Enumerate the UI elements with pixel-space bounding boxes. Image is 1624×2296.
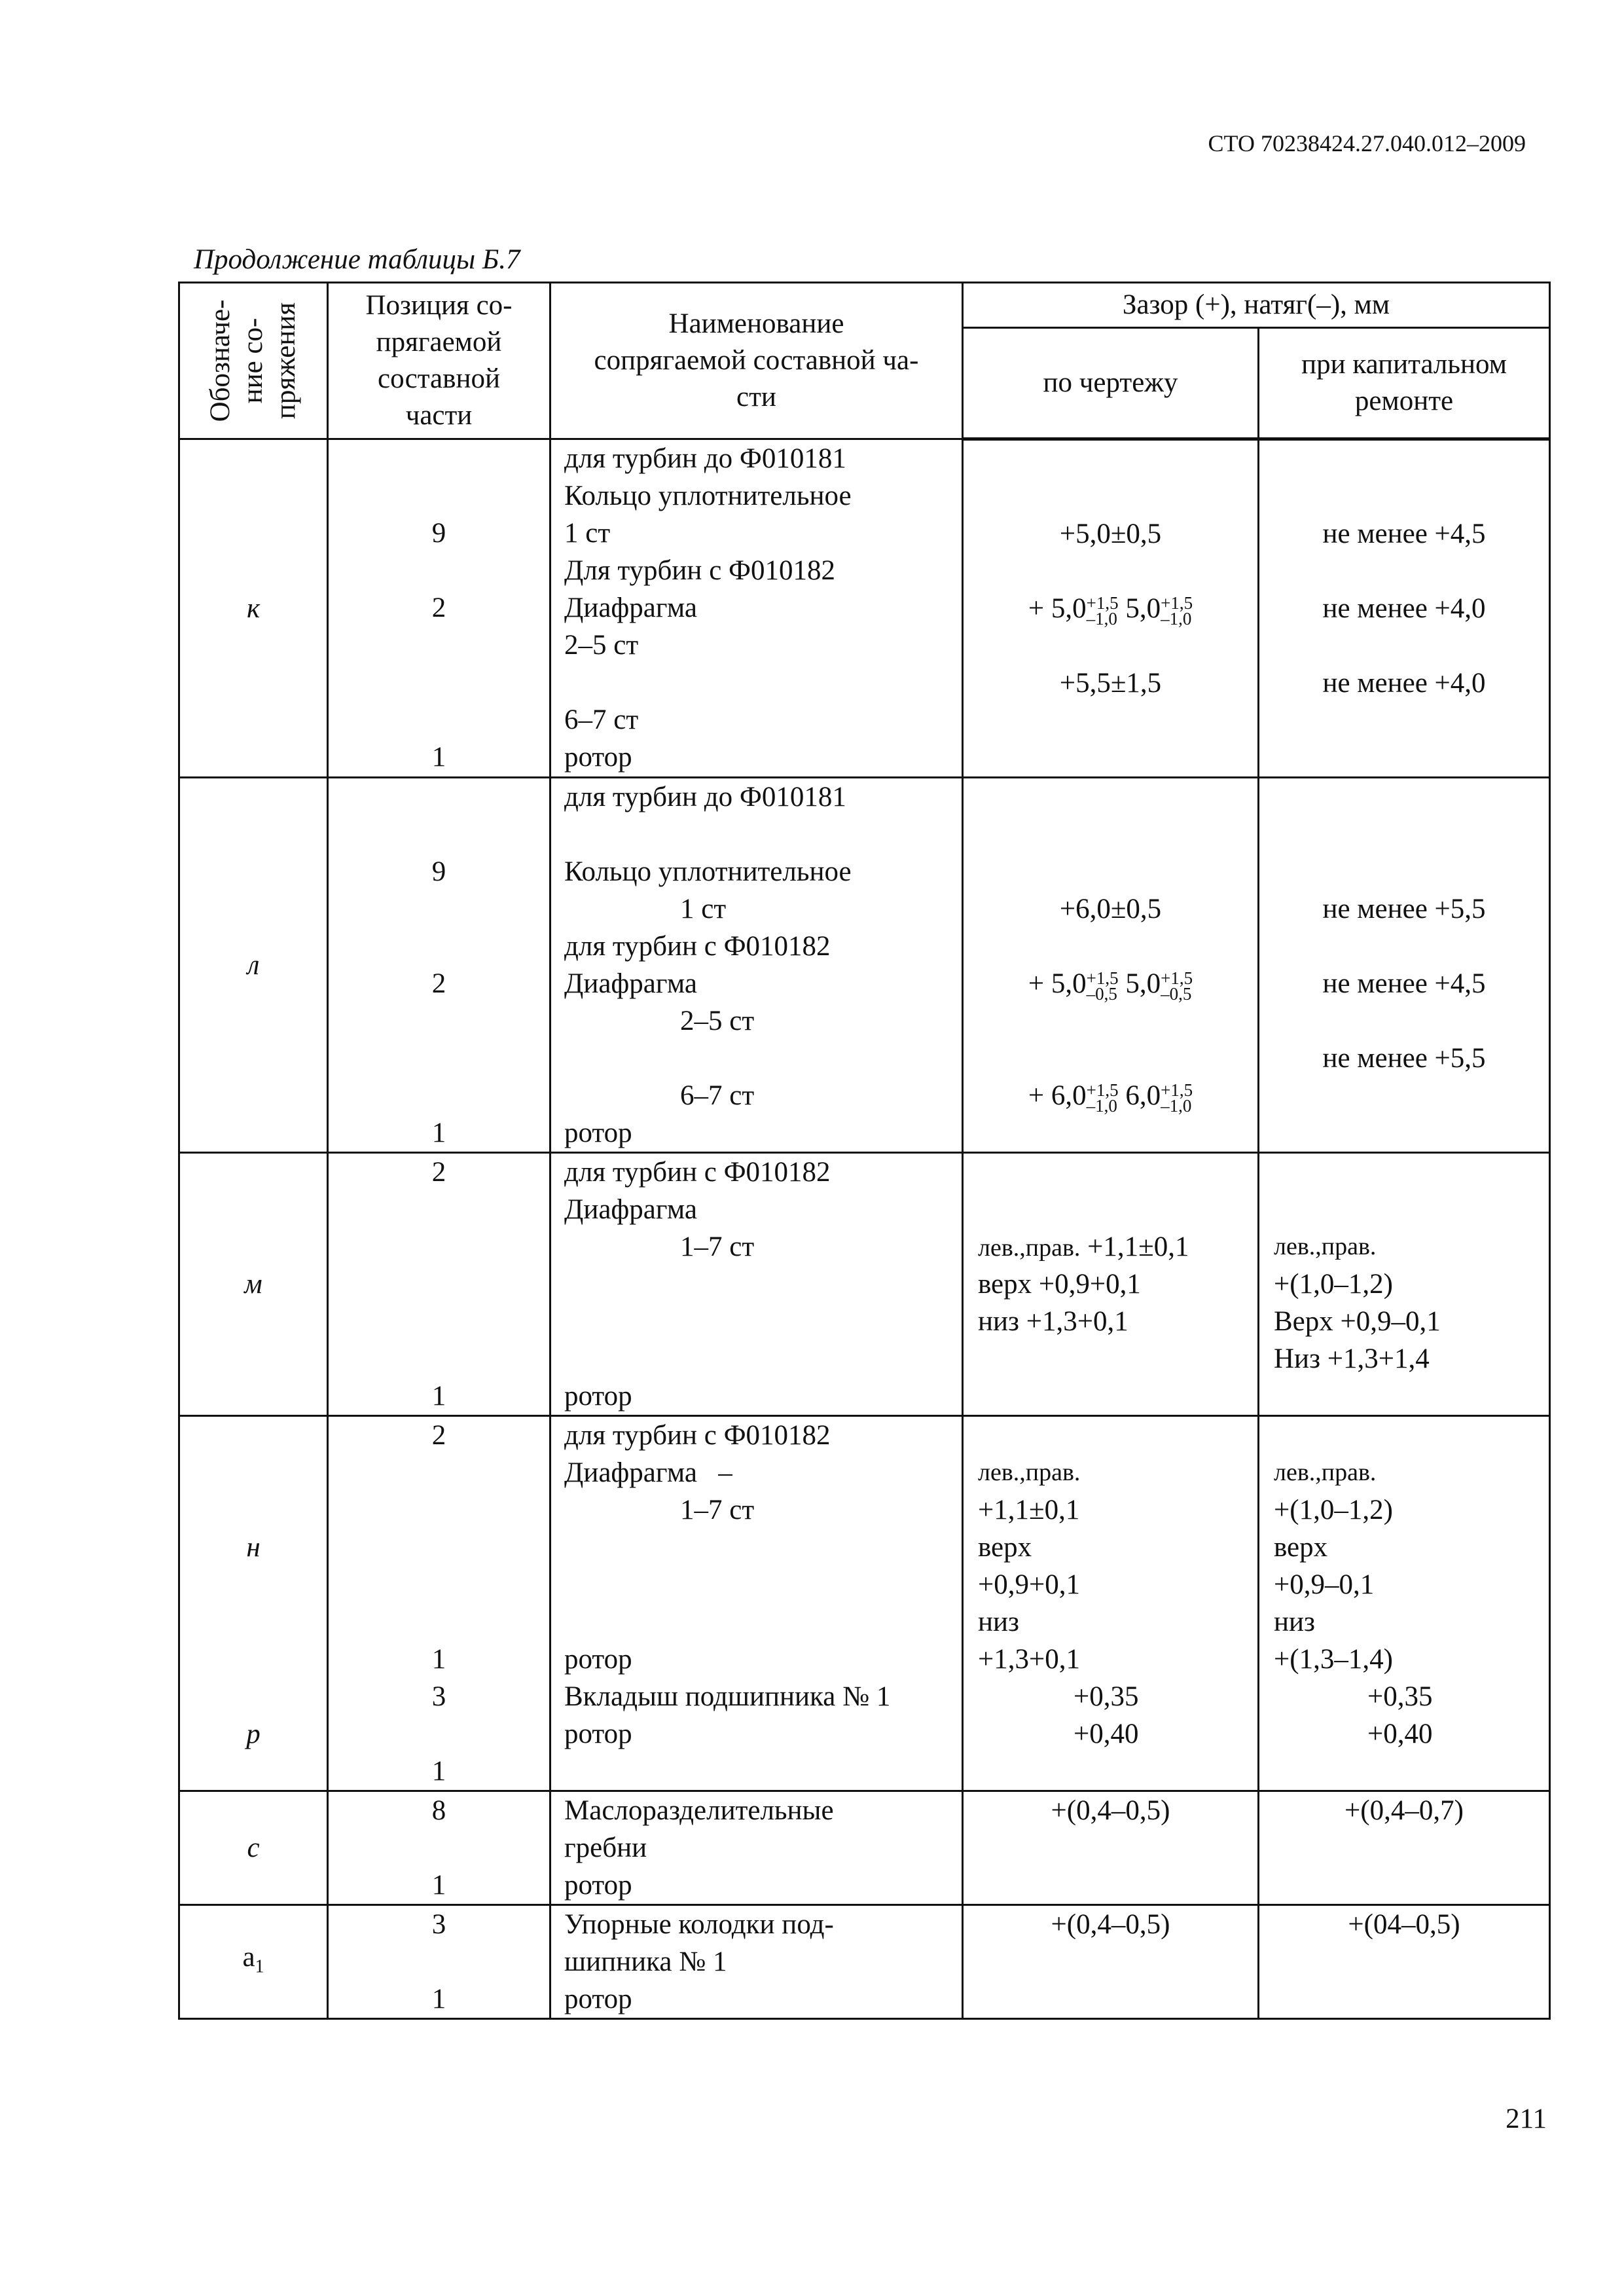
by-drawing-cell: лев.,прав. +1,1±0,1 верх +0,9+0,1 низ +1,3+0,1 +0,35 +0,40 <box>963 1416 1259 1791</box>
col-header-by-drawing: по чертежу <box>963 328 1259 439</box>
by-drawing-cell: +(0,4–0,5) <box>963 1905 1259 2019</box>
table-caption: Продолжение таблицы Б.7 <box>194 244 520 275</box>
clearance-table <box>178 282 1551 2020</box>
mark-cell: к <box>179 439 328 778</box>
table-row <box>179 778 1550 1153</box>
mark-cell: м <box>179 1153 328 1416</box>
position-cell: 2 1 3 1 <box>328 1416 550 1791</box>
col-header-gap-group: Зазор (+), натяг(–), мм <box>963 283 1550 328</box>
at-overhaul-cell: +(04–0,5) <box>1259 1905 1550 2019</box>
position-cell: 9 2 1 <box>328 778 550 1153</box>
position-cell: 2 1 <box>328 1153 550 1416</box>
by-drawing-cell: +5,0±0,5 + 5,0 +1,5 –1,0 5,0 +1,5 –1,0 +5,5±1,5 <box>963 439 1259 778</box>
mark-cell: н р <box>179 1416 328 1791</box>
page-number: 211 <box>1506 2104 1547 2134</box>
by-drawing-cell: лев.,прав. +1,1±0,1 верх +0,9+0,1 низ +1,3+0,1 <box>963 1153 1259 1416</box>
table-row <box>179 439 1550 778</box>
mark-cell: л <box>179 778 328 1153</box>
at-overhaul-cell: лев.,прав. +(1,0–1,2) верх +0,9–0,1 низ +(1,3–1,4) +0,35 +0,40 <box>1259 1416 1550 1791</box>
name-cell: для турбин до Ф010181 Кольцо уплотнительное 1 ст для турбин с Ф010182 Диафрагма 2–5 ст 6–7 ст ротор <box>550 778 963 1153</box>
name-cell: для турбин до Ф010181 Кольцо уплотнительное 1 ст Для турбин с Ф010182 Диафрагма 2–5 ст 6–7 ст ротор <box>550 439 963 778</box>
col-header-at-overhaul: при капитальном ремонте <box>1259 328 1550 439</box>
at-overhaul-cell: лев.,прав. +(1,0–1,2) Верх +0,9–0,1 Низ +1,3+1,4 <box>1259 1153 1550 1416</box>
mark-cell: с <box>179 1791 328 1905</box>
mark-cell: $а_1$ <box>179 1905 328 2019</box>
table-row <box>179 1416 1550 1791</box>
at-overhaul-cell: +(0,4–0,7) <box>1259 1791 1550 1905</box>
col-header-position: Позиция со- прягаемой составной части <box>328 283 550 439</box>
position-cell: 8 1 <box>328 1791 550 1905</box>
by-drawing-cell: +(0,4–0,5) <box>963 1791 1259 1905</box>
name-cell: Упорные колодки под- шипника № 1 ротор <box>550 1905 963 2019</box>
table-row <box>179 1905 1550 2019</box>
at-overhaul-cell: не менее +4,5 не менее +4,0 не менее +4,0 <box>1259 439 1550 778</box>
by-drawing-cell: +6,0±0,5 + 5,0 +1,5 –0,5 5,0 +1,5 –0,5 + 6,0 +1,5 –1,0 6,0 +1,5 –1,0 <box>963 778 1259 1153</box>
col-header-name: Наименование сопрягаемой составной ча- сти <box>550 283 963 439</box>
table-row <box>179 1153 1550 1416</box>
col-header-mark: Обозначе- ние со- пряжения <box>179 283 328 439</box>
document-code: СТО 70238424.27.040.012–2009 <box>1208 130 1526 156</box>
name-cell: для турбин с Ф010182 Диафрагма – 1–7 ст ротор Вкладыш подшипника № 1 ротор <box>550 1416 963 1791</box>
name-cell: для турбин с Ф010182 Диафрагма 1–7 ст ротор <box>550 1153 963 1416</box>
table-row <box>179 1791 1550 1905</box>
at-overhaul-cell: не менее +5,5 не менее +4,5 не менее +5,5 <box>1259 778 1550 1153</box>
position-cell: 9 2 1 <box>328 439 550 778</box>
position-cell: 3 1 <box>328 1905 550 2019</box>
name-cell: Маслоразделительные гребни ротор <box>550 1791 963 1905</box>
